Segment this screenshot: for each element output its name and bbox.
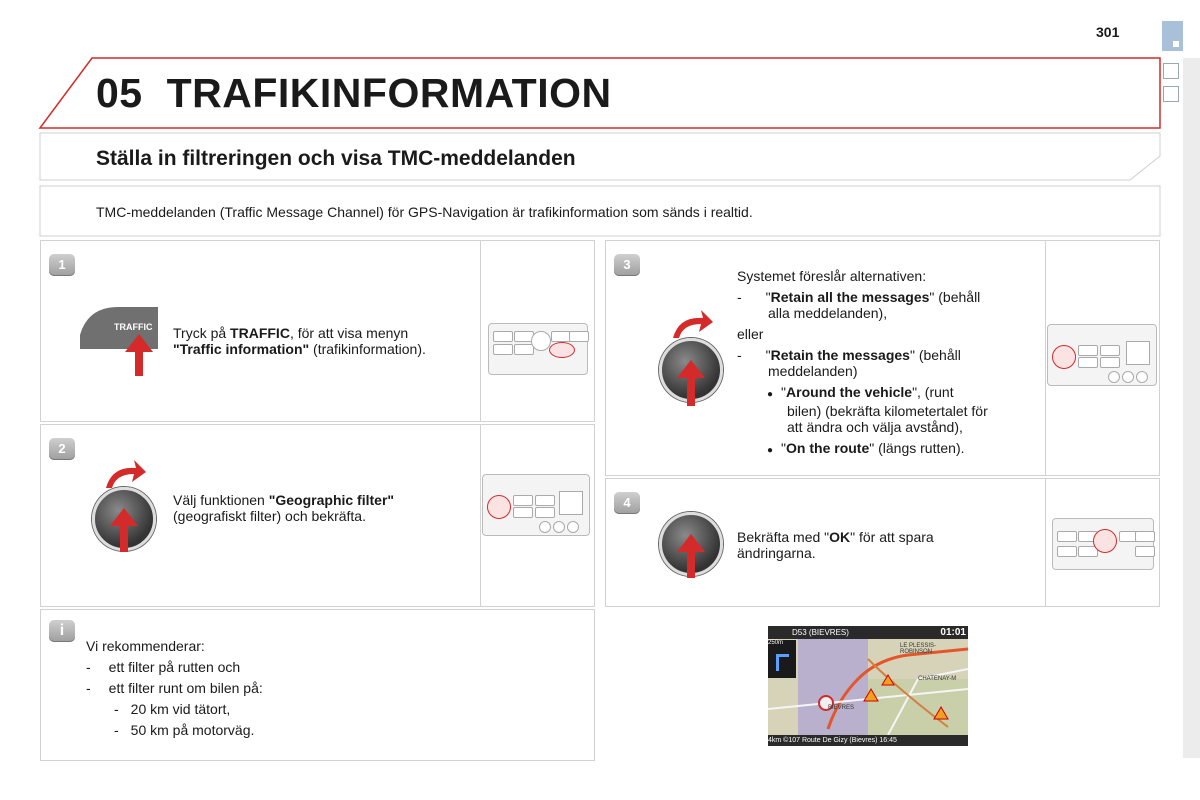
text-run: 50 km på motorväg. bbox=[130, 722, 255, 738]
info-item bbox=[86, 678, 566, 699]
text-run: att ändra och välja avstånd), bbox=[787, 419, 963, 435]
text-run: ett filter runt om bilen på: bbox=[108, 680, 263, 696]
text-run: (trafikinformation). bbox=[309, 341, 426, 357]
text-run: "Geographic filter" bbox=[268, 492, 395, 508]
radio-panel-illustration bbox=[488, 323, 588, 375]
map-scale-box bbox=[768, 640, 796, 678]
text-run: " (behåll bbox=[929, 289, 981, 305]
dash: - bbox=[737, 347, 742, 363]
divider bbox=[1045, 478, 1046, 607]
dash: - bbox=[86, 680, 91, 696]
info-subitem bbox=[114, 720, 566, 741]
text-run: Tryck på bbox=[173, 325, 231, 341]
chapter-number: 05 bbox=[96, 70, 143, 116]
radio-panel-illustration bbox=[1052, 518, 1154, 570]
info-icon: i bbox=[49, 620, 75, 642]
text-run: bilen) (bekräfta kilometertalet för bbox=[787, 403, 988, 419]
intro-text: TMC-meddelanden (Traffic Message Channel) för GPS-Navigation är trafikinformation som sänds i realtid. bbox=[96, 204, 753, 220]
map-road-label: D53 (BIEVRES) bbox=[792, 628, 849, 637]
radio-panel-illustration bbox=[482, 474, 590, 536]
text-run: TRAFFIC bbox=[230, 325, 290, 341]
divider bbox=[1045, 240, 1046, 476]
push-arrow-icon bbox=[676, 534, 706, 578]
section-title: Ställa in filtreringen och visa TMC-meddelanden bbox=[96, 147, 576, 170]
text-run: ", (runt bbox=[912, 384, 954, 400]
radio-panel-illustration bbox=[1047, 324, 1157, 386]
text-run: " bbox=[765, 347, 771, 363]
rotate-arrow-icon bbox=[671, 310, 713, 340]
step-3-text bbox=[737, 268, 1037, 459]
info-text bbox=[86, 636, 566, 741]
step-badge: 3 bbox=[614, 254, 640, 276]
text-run: Systemet föreslår alternativen: bbox=[737, 268, 927, 284]
text-run: OK bbox=[829, 529, 851, 545]
text-run: Retain the messages bbox=[770, 347, 910, 363]
text-run: ett filter på rutten och bbox=[108, 659, 241, 675]
map-place-label: CHATENAY-M bbox=[918, 676, 957, 682]
step-badge: 2 bbox=[49, 438, 75, 460]
step-2-text bbox=[173, 492, 473, 524]
text-run: eller bbox=[737, 326, 764, 342]
text-run: " bbox=[765, 289, 771, 305]
dash: - bbox=[114, 701, 119, 717]
text-run: "Traffic information" bbox=[173, 341, 310, 357]
text-run: ändringarna. bbox=[737, 545, 816, 561]
text-run: Around the vehicle bbox=[786, 384, 913, 400]
rotate-arrow-icon bbox=[104, 460, 146, 490]
chapter-title: TRAFIKINFORMATION bbox=[166, 70, 612, 116]
text-run: , för att visa menyn bbox=[289, 325, 409, 341]
info-item bbox=[86, 657, 566, 678]
dash: - bbox=[737, 289, 742, 305]
option-line bbox=[737, 289, 1037, 305]
text-run: (geografiskt filter) och bekräfta. bbox=[173, 508, 366, 524]
map-clock: 01:01 bbox=[940, 627, 966, 638]
option-line bbox=[737, 347, 1037, 363]
info-lead: Vi rekommenderar: bbox=[86, 638, 205, 654]
traffic-key-label: TRAFFIC bbox=[114, 322, 153, 332]
text-run: " bbox=[781, 440, 787, 456]
text-run: Välj funktionen bbox=[173, 492, 269, 508]
dash: - bbox=[86, 659, 91, 675]
push-arrow-icon bbox=[124, 334, 154, 376]
text-run: alla meddelanden), bbox=[768, 305, 888, 321]
step-badge: 1 bbox=[49, 254, 75, 276]
push-arrow-icon bbox=[109, 508, 139, 552]
text-run: " (behåll bbox=[909, 347, 961, 363]
step-4-text bbox=[737, 529, 1037, 561]
navigation-map bbox=[768, 626, 968, 746]
page-title bbox=[96, 70, 612, 117]
step-badge: 4 bbox=[614, 492, 640, 514]
text-run: Bekräfta med " bbox=[737, 529, 830, 545]
map-top-bar bbox=[768, 626, 968, 639]
map-place-label: LE PLESSIS-ROBINSON bbox=[900, 643, 937, 655]
bullet: ● bbox=[767, 445, 774, 456]
divider bbox=[480, 240, 481, 422]
map-bottom-bar: 4km ©107 Route De Gizy (Bievres) 16:45 bbox=[768, 735, 968, 746]
step-1-text bbox=[173, 325, 473, 357]
text-run: " (längs rutten). bbox=[869, 440, 965, 456]
bullet: ● bbox=[767, 389, 774, 400]
sub-option-line bbox=[767, 384, 1037, 403]
text-run: " bbox=[781, 384, 787, 400]
page-number: 301 bbox=[1096, 24, 1120, 40]
dash: - bbox=[114, 722, 119, 738]
info-subitem bbox=[114, 699, 566, 720]
text-run: 20 km vid tätort, bbox=[130, 701, 231, 717]
text-run: Retain all the messages bbox=[770, 289, 930, 305]
text-run: meddelanden) bbox=[768, 363, 858, 379]
push-arrow-icon bbox=[676, 360, 706, 406]
text-run: On the route bbox=[786, 440, 870, 456]
text-run: " för att spara bbox=[850, 529, 934, 545]
map-place-label: BIEVRES bbox=[828, 705, 855, 711]
sub-option-line bbox=[767, 440, 1037, 459]
map-scale: 250m bbox=[768, 640, 784, 646]
divider bbox=[480, 424, 481, 607]
